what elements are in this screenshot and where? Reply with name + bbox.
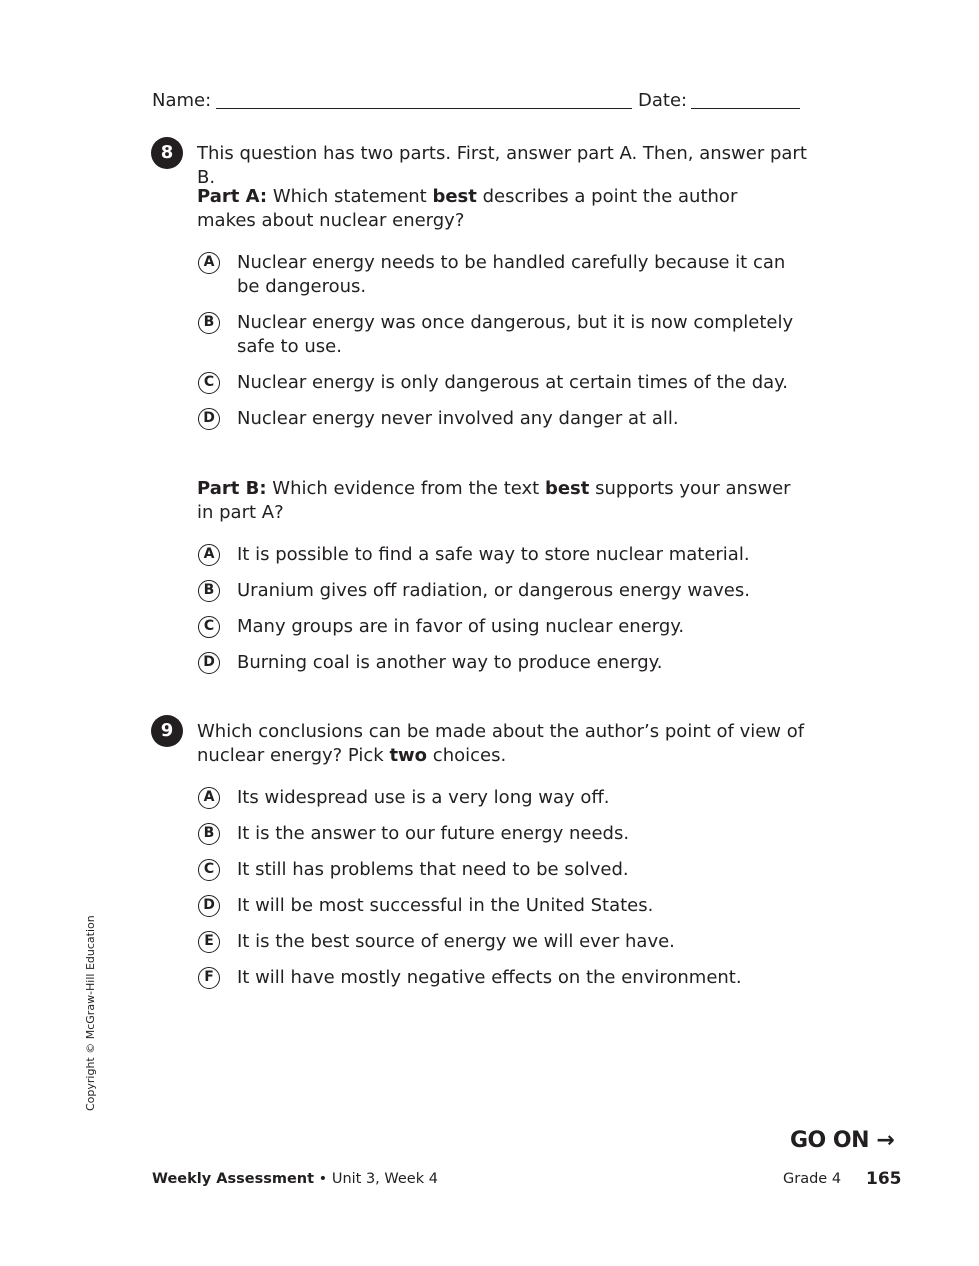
option-text: It will have mostly negative effects on the environment.: [237, 967, 742, 988]
option-text: Nuclear energy needs to be handled carefully because it can be dangerous.: [237, 252, 786, 297]
q9-prompt: Which conclusions can be made about the author’s point of view of nuclear energy? Pick two choices.: [197, 721, 805, 766]
name-date-header: [152, 88, 802, 114]
answer-bubble[interactable]: B: [198, 312, 220, 334]
name-field[interactable]: [216, 108, 632, 109]
q8-part-b-prompt: Part B: Which evidence from the text best supports your answer in part A?: [197, 478, 791, 523]
option-text: Its widespread use is a very long way off.: [237, 787, 610, 808]
question-number-8: 8: [151, 137, 183, 169]
option-text: Many groups are in favor of using nuclear energy.: [237, 616, 685, 637]
answer-bubble[interactable]: C: [198, 859, 220, 881]
answer-bubble[interactable]: A: [198, 787, 220, 809]
answer-bubble[interactable]: B: [198, 580, 220, 602]
option-text: Uranium gives off radiation, or dangerous energy waves.: [237, 580, 750, 601]
answer-bubble[interactable]: D: [198, 652, 220, 674]
option-text: It is the answer to our future energy needs.: [237, 823, 630, 844]
answer-bubble[interactable]: C: [198, 372, 220, 394]
answer-bubble[interactable]: D: [198, 895, 220, 917]
option-text: Nuclear energy was once dangerous, but it is now completely safe to use.: [237, 312, 794, 357]
answer-bubble[interactable]: F: [198, 967, 220, 989]
answer-bubble[interactable]: B: [198, 823, 220, 845]
question-number-9: 9: [151, 715, 183, 747]
q8-intro: This question has two parts. First, answer part A. Then, answer part B.: [197, 143, 807, 188]
option-text: It still has problems that need to be solved.: [237, 859, 629, 880]
answer-bubble[interactable]: A: [198, 252, 220, 274]
answer-bubble[interactable]: E: [198, 931, 220, 953]
date-label: Date:: [638, 90, 688, 111]
copyright-notice: Copyright © McGraw-Hill Education: [84, 915, 97, 1111]
option-text: Nuclear energy is only dangerous at certain times of the day.: [237, 372, 788, 393]
option-text: It is possible to find a safe way to store nuclear material.: [237, 544, 750, 565]
footer-assessment-info: Weekly Assessment • Unit 3, Week 4: [152, 1171, 438, 1187]
option-text: Burning coal is another way to produce energy.: [237, 652, 663, 673]
answer-bubble[interactable]: A: [198, 544, 220, 566]
option-text: It is the best source of energy we will ever have.: [237, 931, 675, 952]
go-on-indicator: GO ON →: [790, 1128, 895, 1153]
date-field[interactable]: [691, 108, 800, 109]
page-number: 165: [866, 1169, 902, 1189]
part-a-label: Part A:: [197, 186, 268, 207]
answer-bubble[interactable]: D: [198, 408, 220, 430]
option-text: It will be most successful in the United States.: [237, 895, 654, 916]
part-b-label: Part B:: [197, 478, 267, 499]
option-text: Nuclear energy never involved any danger at all.: [237, 408, 679, 429]
answer-bubble[interactable]: C: [198, 616, 220, 638]
q8-part-a-prompt: Part A: Which statement best describes a point the author makes about nuclear energy?: [197, 186, 738, 231]
footer-grade: Grade 4: [783, 1171, 842, 1187]
name-label: Name:: [152, 90, 212, 111]
